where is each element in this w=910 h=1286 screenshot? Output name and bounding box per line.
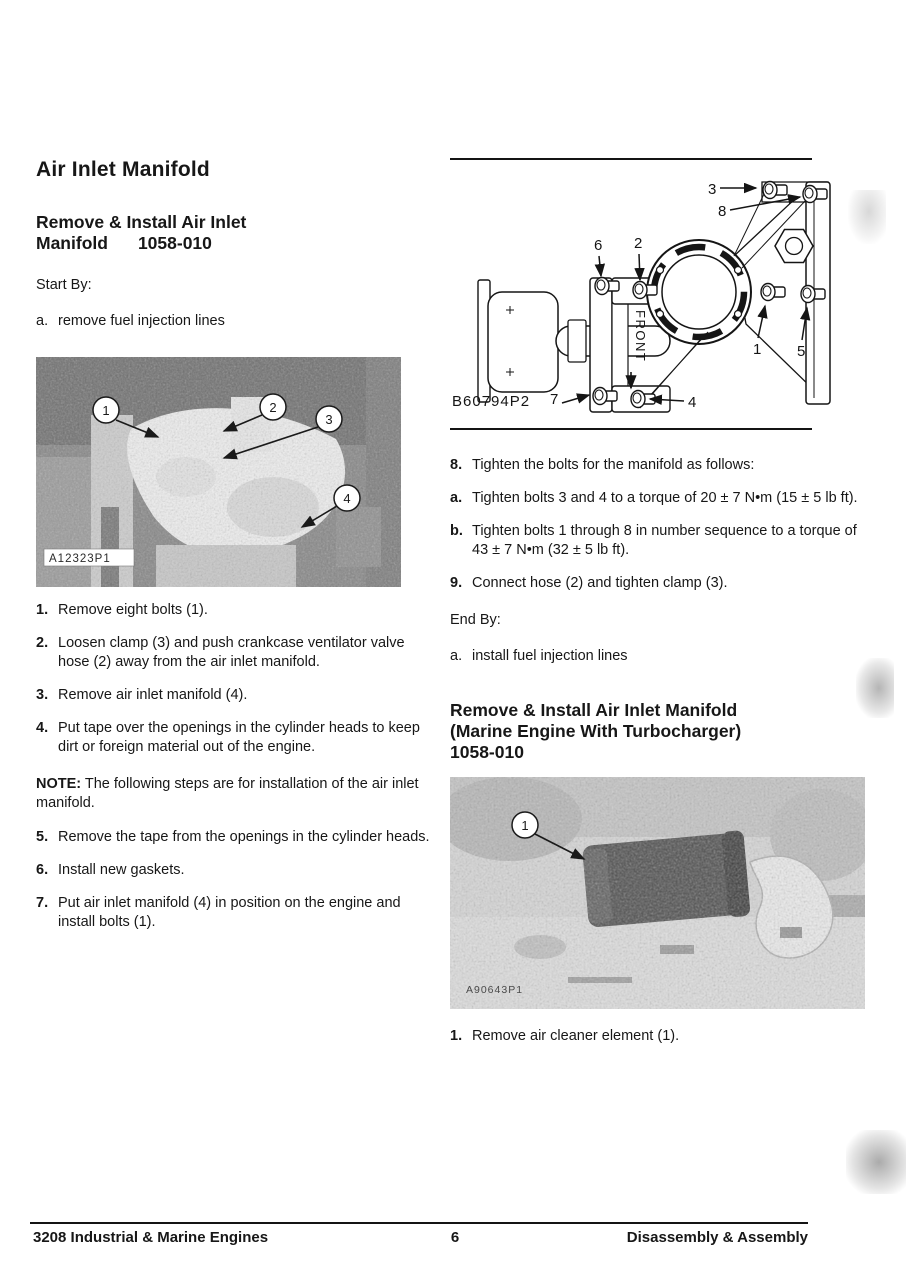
- item-text: remove fuel injection lines: [58, 313, 225, 329]
- step-text: Remove eight bolts (1).: [58, 602, 208, 618]
- page-title: Air Inlet Manifold: [36, 158, 210, 181]
- step-number: 2.: [36, 635, 49, 651]
- right-column: [450, 150, 866, 1046]
- callout-2: 2: [269, 400, 277, 415]
- left-column: [36, 150, 430, 932]
- callout-3: 3: [708, 181, 717, 198]
- step-number: 9.: [450, 575, 463, 591]
- step-8b: [450, 522, 866, 560]
- photo-id-label: [44, 549, 134, 566]
- install-steps: [36, 828, 430, 932]
- start-by-label: Start By:: [36, 277, 92, 293]
- callout-1: 1: [521, 818, 529, 833]
- scan-artifact: [846, 1130, 906, 1194]
- step-number: 4.: [36, 720, 49, 736]
- callout-6: 6: [594, 237, 603, 254]
- step-number: 1.: [450, 1028, 463, 1044]
- note-paragraph: [36, 775, 430, 813]
- step-text: Put tape over the openings in the cylinder heads to keep dirt or foreign material out of the engine.: [58, 720, 420, 755]
- step-number: 7.: [36, 894, 49, 911]
- step-text: Remove air inlet manifold (4).: [58, 687, 248, 703]
- photo-grain-overlay: [450, 777, 865, 1009]
- section-heading-line2: [36, 233, 430, 254]
- figure-bottom-rule: [450, 428, 812, 430]
- end-by-item: [450, 647, 866, 666]
- step-text: Put air inlet manifold (4) in position on the engine and install bolts (1).: [58, 894, 401, 930]
- svg-text:A12323P1: A12323P1: [49, 553, 111, 565]
- figure-manifold-drawing: [450, 160, 866, 428]
- step-letter: a.: [450, 490, 463, 506]
- callout-3: 3: [325, 412, 333, 427]
- step-8: [450, 456, 866, 475]
- step-number: 1.: [36, 602, 49, 618]
- step-5: [36, 828, 430, 847]
- step-3: [36, 686, 430, 705]
- tighten-steps: [450, 456, 866, 593]
- svg-text:FRONT: FRONT: [633, 310, 648, 363]
- note-label: NOTE:: [36, 776, 82, 792]
- section-heading-line1: Remove & Install Air Inlet: [36, 212, 247, 232]
- step-7: [36, 894, 430, 932]
- gasket-ring: [647, 240, 751, 344]
- step-9: [450, 574, 866, 593]
- step-number: 6.: [36, 861, 49, 878]
- step-text: Connect hose (2) and tighten clamp (3).: [472, 575, 728, 591]
- drawing-id-label: B60794P2: [452, 393, 531, 410]
- callout-1: 1: [102, 403, 110, 418]
- callout-1: 1: [753, 341, 762, 358]
- front-label: [631, 310, 648, 388]
- step-text: Tighten bolts 3 and 4 to a torque of 20 ± 7 N•m (15 ± 5 lb ft).: [472, 490, 858, 506]
- step-1: [36, 601, 430, 620]
- footer-rule: [30, 1222, 808, 1224]
- start-by-item: [36, 312, 430, 331]
- step-number: 5.: [36, 828, 49, 845]
- note-text: The following steps are for installation of the air inlet manifold.: [36, 776, 419, 811]
- step-6: [36, 861, 430, 880]
- marine-steps: [450, 1027, 866, 1046]
- step-2: [36, 634, 430, 672]
- item-letter: a.: [450, 648, 463, 664]
- marine-heading-line2: (Marine Engine With Turbocharger): [450, 721, 742, 741]
- callout-2: 2: [634, 235, 643, 252]
- step-8a: [450, 489, 866, 508]
- figure-marine-photo: [450, 777, 866, 1009]
- step-text: Install new gaskets.: [58, 861, 185, 878]
- callout-5: 5: [797, 343, 806, 360]
- section-code: 1058-010: [137, 233, 212, 253]
- photo-id-label: A90643P1: [466, 984, 524, 996]
- step-text: Loosen clamp (3) and push crankcase ventilator valve hose (2) away from the air inlet manifold.: [58, 635, 405, 670]
- footer-section-title: Disassembly & Assembly: [626, 1229, 808, 1246]
- figure-engine-photo: [36, 357, 430, 587]
- marine-heading-line1: Remove & Install Air Inlet Manifold: [450, 700, 738, 720]
- section-heading-word: Manifold: [36, 233, 108, 253]
- marine-heading-line3: 1058-010: [450, 742, 524, 762]
- section-heading-marine: [450, 700, 866, 763]
- step-number: 8.: [450, 457, 463, 473]
- step-text: Remove the tape from the openings in the cylinder heads.: [58, 828, 430, 845]
- step-letter: b.: [450, 523, 463, 539]
- end-by-label: End By:: [450, 612, 501, 628]
- callout-4: 4: [343, 491, 351, 506]
- removal-steps: [36, 601, 430, 757]
- step-text: Tighten bolts 1 through 8 in number sequence to a torque of 43 ± 7 N•m (32 ± 5 lb ft).: [472, 523, 857, 558]
- item-letter: a.: [36, 313, 49, 329]
- step-marine-1: [450, 1027, 866, 1046]
- callout-7: 7: [550, 391, 559, 408]
- step-4: [36, 719, 430, 757]
- footer-document-title: 3208 Industrial & Marine Engines: [33, 1229, 269, 1246]
- footer-page-number: 6: [450, 1229, 460, 1246]
- item-text: install fuel injection lines: [472, 648, 628, 664]
- step-text: Tighten the bolts for the manifold as follows:: [472, 457, 755, 473]
- callout-8: 8: [718, 203, 727, 220]
- callout-4: 4: [688, 394, 697, 411]
- section-heading-remove-install: [36, 212, 430, 254]
- step-number: 3.: [36, 687, 49, 703]
- step-text: Remove air cleaner element (1).: [472, 1028, 680, 1044]
